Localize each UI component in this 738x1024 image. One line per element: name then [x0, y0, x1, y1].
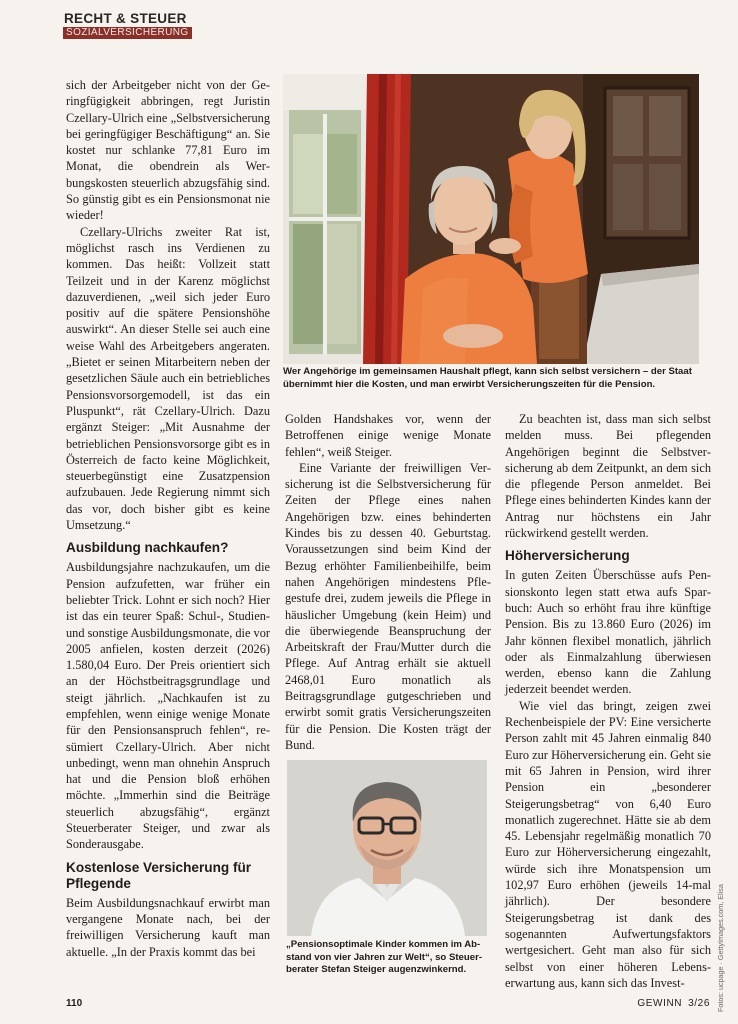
section-title: RECHT & STEUER: [64, 11, 187, 26]
paragraph: sich der Arbeitgeber nicht von der Geringfügigkeit abbringen, regt Juristin Czellary-Ulrich eine „Selbstversicherung bei geringfügiger Beschäftigung“ an. Sie kostet nur schlanke 77,81 Euro im Monat, die obendrein als Werbungskosten steuerlich abzugsfähig sind. So günstig gibt es ein Pensionsmonat nie wieder!: [66, 78, 270, 223]
paragraph: Ausbildungsjahre nachzukaufen, um die Pension aufzufetten, war früher ein beliebter Trick. Lohnt er sich noch? Hier ist das ein teurer Spaß: Schul-, Studien- und sonstige Ausbildungsmonate, die vor 2005 anfielen, kosten derzeit (2026) 1.580,04 Euro. Der Preis orientiert sich an der Höchstbeitragsgrundlage und steigt jährlich. „Nachkaufen ist zu empfehlen, wenn einige wenige Monate für den Pensionsanspruch fehlen“, resümiert Czellary-Ulrich. Aber nicht unbedingt, wenn man ohnehin Anspruch hat und die Pension bloß erhöhen möchte. „Immerhin sind die Beiträge steuerlich abzugsfähig“, ergänzt Steuerberater Steiger, und zwar als Sonderausgabe.: [66, 560, 271, 852]
magazine-footer: [631, 998, 710, 1009]
portrait-caption: „Pensionsoptimale Kinder kommen im Abstand von vier Jahren zur Welt“, so Steuerberater Stefan Steiger augenzwinkernd.: [286, 939, 483, 975]
paragraph: Wie viel das bringt, zeigen zwei Rechenbeispiele der PV: Eine versicherte Person zahlt mit 45 Jahren einmalig 840 Euro zur Höherversicherung ein. Geht sie mit 65 Jahren in Pension, wird ihrer Pension ein „besonderer Steigerungsbetrag“ von 6,40 Euro monatlich zugerechnet. Hätte sie ab dem 45. Lebensjahr regelmäßig monatlich 70 Euro zur Höherversicherung eingezahlt, würde sich ihre Monatspension um 102,97 Euro erhöhen (jeweils 14-mal jährlich). Der besondere Steigerungsbetrag ist dank des sogenannten Aufwertungsfaktors wertgesichert. Geht man also für sich selbst von einer höheren Lebenserwartung aus, kann sich das Invest-: [505, 698, 711, 990]
main-photo: [283, 74, 699, 364]
paragraph: Beim Ausbildungsnachkauf erwirbt man vergangene Monate nach, bei der freiwilligen Versicherung kauft man aktuelle. „In der Praxis kommt das bei: [66, 895, 270, 959]
subheading-pflegende: Kostenlose Versicherung für Pflegende: [66, 859, 252, 891]
article-column-1: [66, 77, 270, 960]
paragraph: Golden Handshakes vor, wenn der Betroffenen einige wenige Monate fehlen“, weiß Steiger.: [285, 412, 491, 459]
section-tag: SOZIALVERSICHERUNG: [63, 27, 192, 39]
subheading-hoeherversicherung: Höherversicherung: [505, 548, 630, 564]
main-photo-caption: Wer Angehörige im gemeinsamen Haushalt pflegt, kann sich selbst versichern – der Staat übernimmt hier die Kosten, und man erwirbt Versicherungszeiten für die Pension.: [283, 366, 692, 390]
portrait-photo: [287, 760, 487, 936]
caregiver-photo-illustration: [283, 74, 699, 364]
paragraph: In guten Zeiten Überschüsse aufs Pensionskonto legen statt etwa aufs Sparbuch: Auch so erhöht frau ihre künftige Pension. Bis zu 13.860 Euro (2026) im Jahr können flexibel monatlich, jährlich oder als Einmalzahlung überwiesen werden, ebenso kann die Zahlung jederzeit beendet werden.: [505, 568, 711, 697]
article-column-3: [505, 411, 711, 991]
paragraph: Czellary-Ulrichs zweiter Rat ist, möglichst rasch ins Verdienen zu kommen. Das heißt: Vollzeit statt Teilzeit und in der Karenz möglichst dazuverdienen, „weil sich jeder Euro positiv auf die spätere Pensionshöhe auswirkt“. An dieser Stelle sei auch eine weise Wahl des Arbeitgebers angeraten. „Bietet er seinen Mitarbeitern neben der gesetzlichen Säule auch ein betriebliches Pensionsvorsorgemodell, ist das ein Pluspunkt“, rät Czellary-Ulrich. Dazu ergänzt Steiger: „Mit Ausnahme der betrieblichen Pensionsvorsorge gibt es in Österreich de facto keine Möglichkeit, steuerbegünstigt eine Zusatzpension aufzubauen. Jede Regierung nimmt sich das vor, doch bisher gibt es keine Umsetzung.“: [66, 224, 270, 533]
article-column-2: [285, 411, 491, 753]
issue-number: 3/26: [688, 998, 710, 1009]
magazine-name: GEWINN: [637, 998, 683, 1009]
tax-advisor-portrait-illustration: [287, 760, 487, 936]
subheading-ausbildung: Ausbildung nachkaufen?: [66, 540, 229, 556]
photo-credit: Fotos: ucpage · GettyImages.com, Elisa: [716, 884, 725, 1012]
page-number: 110: [66, 998, 83, 1009]
paragraph: Zu beachten ist, dass man sich selbst melden muss. Bei pflegenden Angehörigen beginnt die Selbstversicherung ab dem Zeitpunkt, an dem sich die pflegende Person anmeldet. Bei Pflege eines behinderten Kindes kann der Antrag nur höchstens ein Jahr rückwirkend gestellt werden.: [505, 412, 711, 541]
paragraph: Eine Variante der freiwilligen Versicherung ist die Selbstversicherung für Zeiten der Pflege eines nahen Angehörigen bzw. eines behinderten Kindes bis zu dessen 40. Geburtstag. Voraussetzungen sind beim Kind der Bezug erhöhter Familienbeihilfe, beim nahen Angehörigen mindestens Pflegestufe drei, zudem jeweils die Pflege in häuslicher Umgebung (kein Heim) und die überwiegende Beanspruchung der Arbeitskraft der Frau/Mutter durch die Pflege. Auf Antrag erhält sie aktuell 2468,01 Euro monatlich als Beitragsgrundlage gutgeschrieben und erwirbt somit gratis Versicherungszeiten für die Pension. Die Kosten trägt der Bund.: [285, 460, 491, 752]
